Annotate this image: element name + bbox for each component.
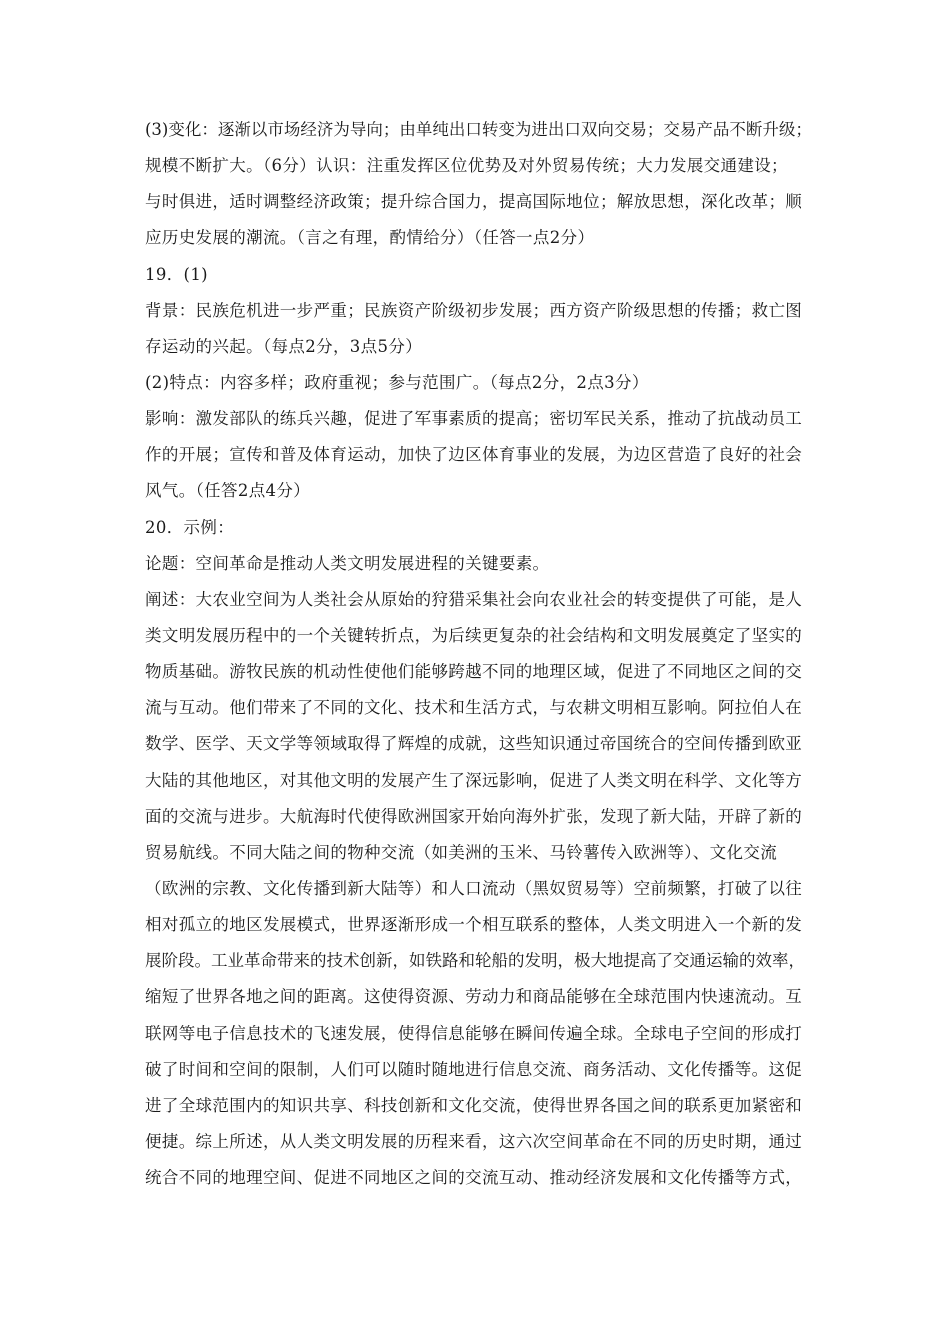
text-line: 贸易航线。不同大陆之间的物种交流（如美洲的玉米、马铃薯传入欧洲等）、文化交流 — [145, 842, 778, 862]
text-line: 流与互动。他们带来了不同的文化、技术和生活方式，与农耕文明相互影响。阿拉伯人在 — [145, 698, 803, 718]
text-line: 背景：民族危机进一步严重；民族资产阶级初步发展；西方资产阶级思想的传播；救亡图 — [145, 300, 803, 320]
text-line: 联网等电子信息技术的飞速发展，使得信息能够在瞬间传遍全球。全球电子空间的形成打 — [145, 1023, 803, 1043]
text-line: 缩短了世界各地之间的距离。这使得资源、劳动力和商品能够在全球范围内快速流动。互 — [145, 987, 803, 1007]
text-line: 阐述：大农业空间为人类社会从原始的狩猎采集社会向农业社会的转变提供了可能，是人 — [145, 589, 803, 609]
text-line: 便捷。综上所述，从人类文明发展的历程来看，这六次空间革命在不同的历史时期，通过 — [145, 1131, 803, 1151]
text-line: （欧洲的宗教、文化传播到新大陆等）和人口流动（黑奴贸易等）空前频繁，打破了以往 — [145, 878, 803, 898]
text-line: 规模不断扩大。（6分）认识：注重发挥区位优势及对外贸易传统；大力发展交通建设； — [145, 156, 788, 176]
text-line: 物质基础。游牧民族的机动性使他们能够跨越不同的地理区域，促进了不同地区之间的交 — [145, 662, 803, 682]
text-line: 大陆的其他地区，对其他文明的发展产生了深远影响，促进了人类文明在科学、文化等方 — [145, 770, 803, 790]
text-line: 论题：空间革命是推动人类文明发展进程的关键要素。 — [145, 553, 550, 573]
text-line: 进了全球范围内的知识共享、科技创新和文化交流，使得世界各国之间的联系更加紧密和 — [145, 1095, 803, 1115]
question-number: 20．示例： — [145, 517, 235, 537]
text-line: (2)特点：内容多样；政府重视；参与范围广。（每点2分，2点3分） — [145, 372, 649, 392]
text-line: 统合不同的地理空间、促进不同地区之间的交流互动、推动经济发展和文化传播等方式， — [145, 1168, 803, 1188]
text-line: (3)变化：逐渐以市场经济为导向；由单纯出口转变为进出口双向交易；交易产品不断升级； — [145, 120, 812, 139]
text-line: 与时俱进，适时调整经济政策；提升综合国力，提高国际地位；解放思想，深化改革；顺 — [145, 192, 803, 212]
text-line: 风气。（任答2点4分） — [145, 481, 311, 501]
text-line: 类文明发展历程中的一个关键转折点，为后续更复杂的社会结构和文明发展奠定了坚实的 — [145, 625, 803, 645]
text-line: 数学、医学、天文学等领域取得了辉煌的成就，这些知识通过帝国统合的空间传播到欧亚 — [145, 734, 803, 754]
question-number: 19．(1) — [145, 264, 208, 284]
text-line: 面的交流与进步。大航海时代使得欧洲国家开始向海外扩张，发现了新大陆，开辟了新的 — [145, 806, 803, 826]
text-line: 相对孤立的地区发展模式，世界逐渐形成一个相互联系的整体，人类文明进入一个新的发 — [145, 915, 803, 935]
document-page — [145, 112, 815, 1196]
text-line: 应历史发展的潮流。（言之有理，酌情给分）（任答一点2分） — [145, 228, 595, 248]
text-line: 展阶段。工业革命带来的技术创新，如铁路和轮船的发明，极大地提高了交通运输的效率， — [145, 951, 805, 971]
text-line: 破了时间和空间的限制，人们可以随时随地进行信息交流、商务活动、文化传播等。这促 — [145, 1059, 803, 1079]
text-line: 影响：激发部队的练兵兴趣，促进了军事素质的提高；密切军民关系，推动了抗战动员工 — [145, 409, 803, 429]
text-line: 作的开展；宣传和普及体育运动，加快了边区体育事业的发展，为边区营造了良好的社会 — [145, 445, 803, 465]
text-line: 存运动的兴起。（每点2分，3点5分） — [145, 336, 423, 356]
